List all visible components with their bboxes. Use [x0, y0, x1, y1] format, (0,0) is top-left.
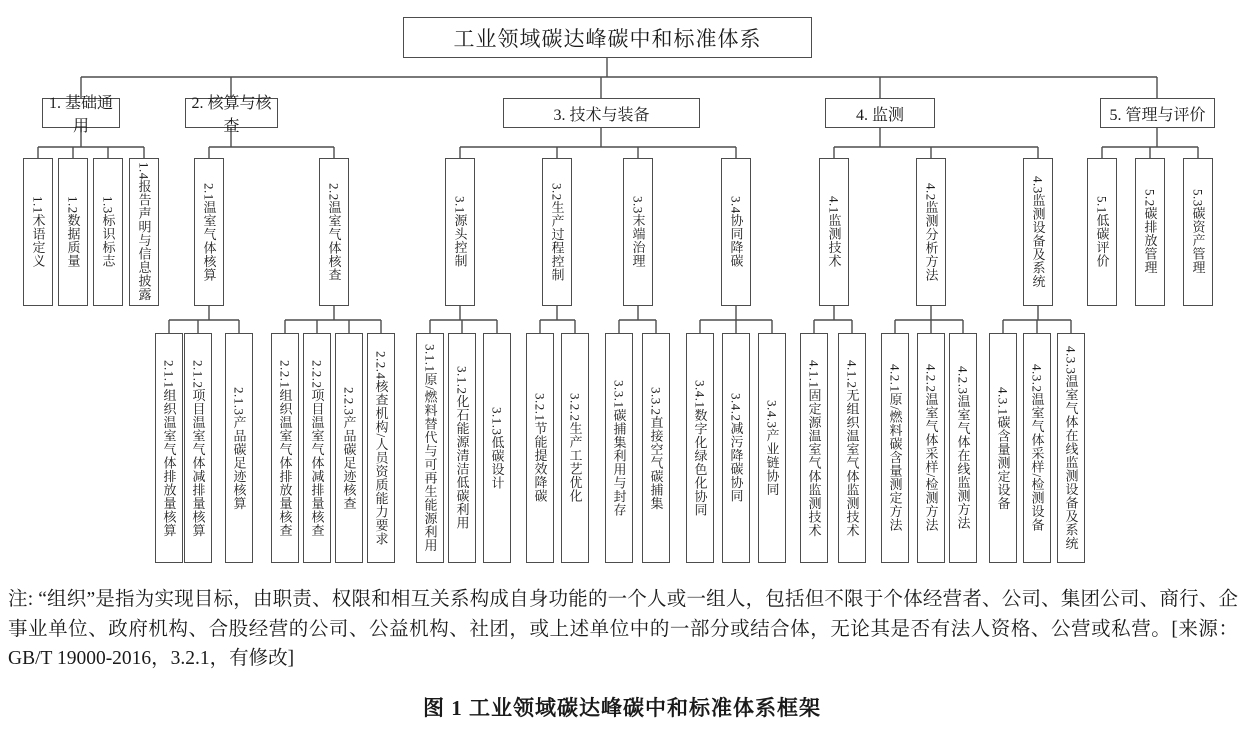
node-4-2: 4.2监测分析方法 [916, 158, 946, 306]
node-4: 4. 监测 [825, 98, 935, 128]
node-4-1: 4.1监测技术 [819, 158, 849, 306]
node-3-2: 3.2生产过程控制 [542, 158, 572, 306]
node-3: 3. 技术与装备 [503, 98, 700, 128]
node-5: 5. 管理与评价 [1100, 98, 1215, 128]
node-3-4: 3.4协同降碳 [721, 158, 751, 306]
node-5-2: 5.2碳排放管理 [1135, 158, 1165, 306]
node-2-1-2: 2.1.2项目温室气体减排量核算 [184, 333, 212, 563]
node-2-2: 2.2温室气体核查 [319, 158, 349, 306]
node-2-1-1: 2.1.1组织温室气体排放量核算 [155, 333, 183, 563]
node-4-2-3: 4.2.3温室气体在线监测方法 [949, 333, 977, 563]
node-3-1-3: 3.1.3低碳设计 [483, 333, 511, 563]
node-1-4: 1.4报告声明与信息披露 [129, 158, 159, 306]
node-3-1-1: 3.1.1原/燃料替代与可再生能源利用 [416, 333, 444, 563]
node-3-3-1: 3.3.1碳捕集利用与封存 [605, 333, 633, 563]
node-4-1-1: 4.1.1固定源温室气体监测技术 [800, 333, 828, 563]
node-1: 1. 基础通用 [42, 98, 120, 128]
node-1-2: 1.2数据质量 [58, 158, 88, 306]
node-4-1-2: 4.1.2无组织温室气体监测技术 [838, 333, 866, 563]
note-text: 注: “组织”是指为实现目标，由职责、权限和相互关系构成自身功能的一个人或一组人，包括但不限于个体经营者、公司、集团公司、商行、企事业单位、政府机构、合股经营的公司、公益机构、社团，或上述单位中的一部分或结合体，无论其是否有法人资格、公营或私营。[来源：GB/T 19000-2016，3.2.1，有修改] [8, 589, 1238, 670]
node-5-3: 5.3碳资产管理 [1183, 158, 1213, 306]
node-4-2-2: 4.2.2温室气体采样/检测方法 [917, 333, 945, 563]
node-root: 工业领域碳达峰碳中和标准体系 [403, 17, 812, 58]
node-2-1: 2.1温室气体核算 [194, 158, 224, 306]
node-3-4-3: 3.4.3产业链协同 [758, 333, 786, 563]
node-2-1-3: 2.1.3产品碳足迹核算 [225, 333, 253, 563]
node-3-2-1: 3.2.1节能提效降碳 [526, 333, 554, 563]
node-3-3: 3.3末端治理 [623, 158, 653, 306]
node-2-2-2: 2.2.2项目温室气体减排量核查 [303, 333, 331, 563]
node-3-4-1: 3.4.1数字化绿色化协同 [686, 333, 714, 563]
figure-caption: 图 1 工业领域碳达峰碳中和标准体系框架 [423, 696, 821, 720]
node-2-2-4: 2.2.4核查机构/人员资质能力要求 [367, 333, 395, 563]
node-3-2-2: 3.2.2生产工艺优化 [561, 333, 589, 563]
node-2-2-3: 2.2.3产品碳足迹核查 [335, 333, 363, 563]
node-4-3-2: 4.3.2温室气体采样/检测设备 [1023, 333, 1051, 563]
node-3-1-2: 3.1.2化石能源清洁低碳利用 [448, 333, 476, 563]
node-4-3: 4.3监测设备及系统 [1023, 158, 1053, 306]
node-4-3-1: 4.3.1碳含量测定设备 [989, 333, 1017, 563]
node-2-2-1: 2.2.1组织温室气体排放量核查 [271, 333, 299, 563]
node-5-1: 5.1低碳评价 [1087, 158, 1117, 306]
node-1-3: 1.3标识标志 [93, 158, 123, 306]
node-2: 2. 核算与核查 [185, 98, 278, 128]
node-3-4-2: 3.4.2减污降碳协同 [722, 333, 750, 563]
node-1-1: 1.1术语定义 [23, 158, 53, 306]
node-4-2-1: 4.2.1原/燃料碳含量测定方法 [881, 333, 909, 563]
node-3-1: 3.1源头控制 [445, 158, 475, 306]
node-3-3-2: 3.3.2直接空气碳捕集 [642, 333, 670, 563]
node-4-3-3: 4.3.3温室气体在线监测设备及系统 [1057, 333, 1085, 563]
